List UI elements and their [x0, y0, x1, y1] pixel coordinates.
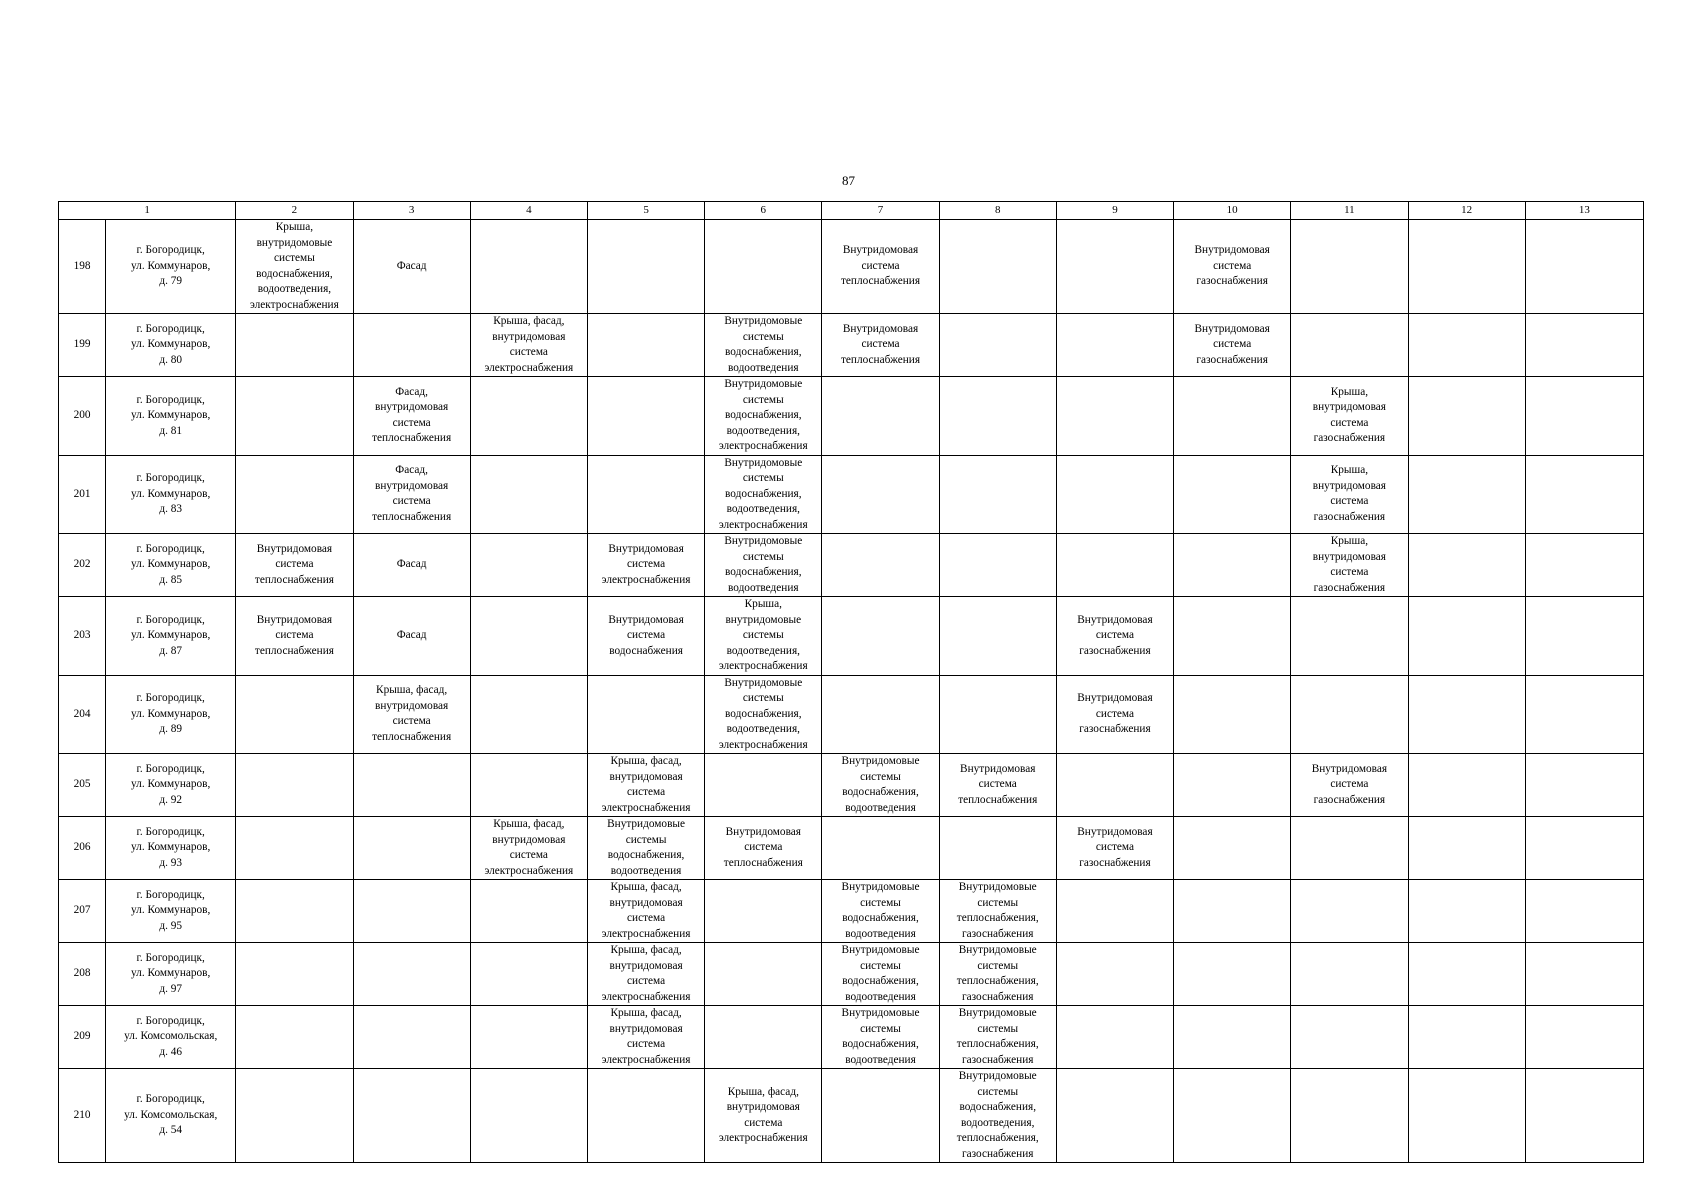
table-row [59, 880, 1644, 943]
work-type-cell [470, 455, 587, 534]
work-type-cell [1525, 880, 1643, 943]
column-number-header: 6 [705, 202, 822, 220]
work-type-cell [939, 377, 1056, 456]
work-type-cell: Внутридомовая система теплоснабжения [236, 534, 353, 597]
address-cell: г. Богородицк, ул. Комсомольская, д. 46 [106, 1006, 236, 1069]
work-type-cell [236, 943, 353, 1006]
table-row [59, 1069, 1644, 1163]
work-type-cell [1525, 377, 1643, 456]
work-type-cell: Фасад, внутридомовая система теплоснабжения [353, 377, 470, 456]
work-type-cell [1525, 597, 1643, 676]
work-type-cell: Внутридомовые системы водоснабжения, водоотведения, электроснабжения [705, 675, 822, 754]
work-type-cell [236, 817, 353, 880]
work-type-cell [1408, 675, 1525, 754]
work-type-cell: Внутридомовая система газоснабжения [1056, 675, 1173, 754]
row-number: 198 [59, 220, 106, 314]
column-number-header: 5 [587, 202, 704, 220]
work-type-cell [1291, 817, 1408, 880]
row-number: 207 [59, 880, 106, 943]
table-row [59, 943, 1644, 1006]
row-number: 205 [59, 754, 106, 817]
work-type-cell [939, 314, 1056, 377]
work-type-cell: Внутридомовые системы водоснабжения, водоотведения, электроснабжения [705, 455, 822, 534]
row-number: 206 [59, 817, 106, 880]
work-type-cell: Внутридомовая система теплоснабжения [822, 314, 939, 377]
work-type-cell [939, 455, 1056, 534]
work-type-cell [1408, 943, 1525, 1006]
row-number: 200 [59, 377, 106, 456]
work-type-cell: Внутридомовые системы водоснабжения, водоотведения [705, 534, 822, 597]
work-type-cell [1056, 1006, 1173, 1069]
work-type-cell [353, 880, 470, 943]
work-type-cell [1525, 675, 1643, 754]
work-type-cell: Внутридомовые системы водоснабжения, водоотведения, электроснабжения [705, 377, 822, 456]
table-row [59, 754, 1644, 817]
work-type-cell [1291, 943, 1408, 1006]
row-number: 204 [59, 675, 106, 754]
work-type-cell [1174, 943, 1291, 1006]
work-type-cell: Крыша, фасад, внутридомовая система электроснабжения [470, 817, 587, 880]
work-type-cell: Крыша, внутридомовая система газоснабжения [1291, 455, 1408, 534]
address-cell: г. Богородицк, ул. Коммунаров, д. 87 [106, 597, 236, 676]
work-type-cell [1291, 314, 1408, 377]
work-type-cell [1408, 534, 1525, 597]
address-cell: г. Богородицк, ул. Коммунаров, д. 79 [106, 220, 236, 314]
table-row [59, 597, 1644, 676]
work-type-cell [1174, 455, 1291, 534]
work-type-cell [236, 455, 353, 534]
row-number: 210 [59, 1069, 106, 1163]
work-type-cell [1174, 1069, 1291, 1163]
work-type-cell [1408, 880, 1525, 943]
work-type-cell [1408, 817, 1525, 880]
work-type-cell: Крыша, внутридомовая система газоснабжения [1291, 534, 1408, 597]
row-number: 199 [59, 314, 106, 377]
work-type-cell [822, 534, 939, 597]
work-type-cell [1174, 377, 1291, 456]
work-type-cell [587, 220, 704, 314]
address-cell: г. Богородицк, ул. Коммунаров, д. 80 [106, 314, 236, 377]
work-type-cell [705, 754, 822, 817]
address-cell: г. Богородицк, ул. Коммунаров, д. 93 [106, 817, 236, 880]
work-type-cell [939, 534, 1056, 597]
work-type-cell: Внутридомовые системы теплоснабжения, газоснабжения [939, 880, 1056, 943]
column-number-header: 1 [59, 202, 236, 220]
work-type-cell [1525, 220, 1643, 314]
work-type-cell [236, 314, 353, 377]
work-type-cell: Внутридомовые системы теплоснабжения, газоснабжения [939, 1006, 1056, 1069]
row-number: 201 [59, 455, 106, 534]
table-row [59, 455, 1644, 534]
work-type-cell [587, 314, 704, 377]
work-type-cell [1408, 455, 1525, 534]
work-type-cell [236, 377, 353, 456]
work-type-cell [822, 597, 939, 676]
work-type-cell [470, 675, 587, 754]
table-row [59, 817, 1644, 880]
table-row [59, 220, 1644, 314]
work-type-cell [353, 314, 470, 377]
work-type-cell [1525, 314, 1643, 377]
work-type-cell [236, 675, 353, 754]
column-number-header: 13 [1525, 202, 1643, 220]
work-type-cell: Внутридомовые системы водоснабжения, водоотведения [822, 880, 939, 943]
column-number-header: 11 [1291, 202, 1408, 220]
work-type-cell [1525, 1006, 1643, 1069]
work-type-cell: Крыша, фасад, внутридомовая система электроснабжения [587, 754, 704, 817]
work-type-cell: Крыша, фасад, внутридомовая система электроснабжения [705, 1069, 822, 1163]
work-type-cell [939, 817, 1056, 880]
work-type-cell: Фасад [353, 220, 470, 314]
work-type-cell: Внутридомовая система электроснабжения [587, 534, 704, 597]
column-number-header: 10 [1174, 202, 1291, 220]
address-cell: г. Богородицк, ул. Коммунаров, д. 89 [106, 675, 236, 754]
work-type-cell [1056, 377, 1173, 456]
work-type-cell [1174, 880, 1291, 943]
work-type-cell [1525, 534, 1643, 597]
work-type-cell: Крыша, фасад, внутридомовая система электроснабжения [587, 880, 704, 943]
work-type-cell [353, 817, 470, 880]
work-type-cell [1056, 220, 1173, 314]
work-type-cell: Крыша, фасад, внутридомовая система теплоснабжения [353, 675, 470, 754]
work-type-cell: Внутридомовая система газоснабжения [1056, 597, 1173, 676]
address-cell: г. Богородицк, ул. Коммунаров, д. 95 [106, 880, 236, 943]
work-type-cell [822, 455, 939, 534]
address-cell: г. Богородицк, ул. Коммунаров, д. 92 [106, 754, 236, 817]
work-type-cell [1408, 1069, 1525, 1163]
work-type-cell [705, 1006, 822, 1069]
table-row [59, 314, 1644, 377]
work-type-cell: Внутридомовая система теплоснабжения [822, 220, 939, 314]
work-type-cell [1291, 1069, 1408, 1163]
work-type-cell [587, 1069, 704, 1163]
work-type-cell: Фасад [353, 597, 470, 676]
work-type-cell [1408, 754, 1525, 817]
work-type-cell: Внутридомовая система газоснабжения [1174, 314, 1291, 377]
work-type-cell [470, 943, 587, 1006]
work-type-cell [1056, 314, 1173, 377]
address-cell: г. Богородицк, ул. Комсомольская, д. 54 [106, 1069, 236, 1163]
work-type-cell [236, 1006, 353, 1069]
column-number-header: 8 [939, 202, 1056, 220]
work-type-cell [470, 754, 587, 817]
work-type-cell [1291, 1006, 1408, 1069]
row-number: 208 [59, 943, 106, 1006]
work-type-cell: Внутридомовая система теплоснабжения [939, 754, 1056, 817]
work-type-cell: Внутридомовые системы водоснабжения, водоотведения [822, 1006, 939, 1069]
work-type-cell [822, 675, 939, 754]
work-type-cell [236, 754, 353, 817]
row-number: 209 [59, 1006, 106, 1069]
work-type-cell [705, 943, 822, 1006]
column-number-header: 12 [1408, 202, 1525, 220]
column-number-header: 7 [822, 202, 939, 220]
work-type-cell [1408, 1006, 1525, 1069]
work-type-cell [236, 880, 353, 943]
work-type-cell [470, 880, 587, 943]
work-type-cell [1408, 220, 1525, 314]
work-type-cell: Фасад, внутридомовая система теплоснабжения [353, 455, 470, 534]
work-type-cell: Внутридомовая система газоснабжения [1056, 817, 1173, 880]
work-type-cell [705, 880, 822, 943]
work-type-cell: Крыша, внутридомовые системы водоотведения, электроснабжения [705, 597, 822, 676]
work-type-cell [822, 1069, 939, 1163]
work-type-cell [939, 220, 1056, 314]
work-type-cell [822, 377, 939, 456]
work-type-cell: Крыша, внутридомовая система газоснабжения [1291, 377, 1408, 456]
work-type-cell [470, 377, 587, 456]
table-row [59, 675, 1644, 754]
work-type-cell [1525, 455, 1643, 534]
work-type-cell: Внутридомовые системы водоснабжения, водоотведения, теплоснабжения, газоснабжения [939, 1069, 1056, 1163]
column-number-header: 4 [470, 202, 587, 220]
work-type-cell [939, 597, 1056, 676]
work-type-cell [1291, 220, 1408, 314]
work-type-cell [1056, 1069, 1173, 1163]
work-type-cell [1174, 817, 1291, 880]
work-type-cell [587, 675, 704, 754]
repair-schedule-table [58, 201, 1644, 1163]
work-type-cell [1056, 534, 1173, 597]
row-number: 203 [59, 597, 106, 676]
work-type-cell [1174, 754, 1291, 817]
work-type-cell [1408, 377, 1525, 456]
work-type-cell [470, 534, 587, 597]
work-type-cell [1408, 597, 1525, 676]
work-type-cell [1056, 455, 1173, 534]
work-type-cell: Внутридомовая система газоснабжения [1174, 220, 1291, 314]
work-type-cell [1174, 597, 1291, 676]
work-type-cell: Крыша, внутридомовые системы водоснабжения, водоотведения, электроснабжения [236, 220, 353, 314]
work-type-cell [353, 754, 470, 817]
row-number: 202 [59, 534, 106, 597]
work-type-cell [470, 597, 587, 676]
work-type-cell [1174, 534, 1291, 597]
work-type-cell [1525, 817, 1643, 880]
address-cell: г. Богородицк, ул. Коммунаров, д. 85 [106, 534, 236, 597]
work-type-cell [1291, 880, 1408, 943]
work-type-cell [1525, 1069, 1643, 1163]
work-type-cell: Внутридомовые системы водоснабжения, водоотведения [822, 943, 939, 1006]
work-type-cell [587, 455, 704, 534]
work-type-cell [1056, 943, 1173, 1006]
address-cell: г. Богородицк, ул. Коммунаров, д. 81 [106, 377, 236, 456]
work-type-cell: Внутридомовая система газоснабжения [1291, 754, 1408, 817]
work-type-cell: Внутридомовые системы водоснабжения, водоотведения [587, 817, 704, 880]
work-type-cell: Внутридомовые системы теплоснабжения, газоснабжения [939, 943, 1056, 1006]
work-type-cell: Крыша, фасад, внутридомовая система электроснабжения [587, 1006, 704, 1069]
column-number-row [59, 202, 1644, 220]
work-type-cell [353, 943, 470, 1006]
work-type-cell: Крыша, фасад, внутридомовая система электроснабжения [470, 314, 587, 377]
work-type-cell [353, 1069, 470, 1163]
page-number: 87 [842, 173, 855, 188]
address-cell: г. Богородицк, ул. Коммунаров, д. 83 [106, 455, 236, 534]
work-type-cell [353, 1006, 470, 1069]
work-type-cell [1056, 754, 1173, 817]
column-number-header: 3 [353, 202, 470, 220]
work-type-cell [470, 1006, 587, 1069]
work-type-cell [470, 1069, 587, 1163]
work-type-cell [1174, 1006, 1291, 1069]
work-type-cell [822, 817, 939, 880]
work-type-cell [939, 675, 1056, 754]
work-type-cell [1525, 943, 1643, 1006]
work-type-cell [705, 220, 822, 314]
column-number-header: 2 [236, 202, 353, 220]
work-type-cell [1291, 675, 1408, 754]
work-type-cell: Крыша, фасад, внутридомовая система электроснабжения [587, 943, 704, 1006]
work-type-cell [1291, 597, 1408, 676]
work-type-cell: Внутридомовые системы водоснабжения, водоотведения [705, 314, 822, 377]
work-type-cell [1408, 314, 1525, 377]
work-type-cell [587, 377, 704, 456]
address-cell: г. Богородицк, ул. Коммунаров, д. 97 [106, 943, 236, 1006]
column-number-header: 9 [1056, 202, 1173, 220]
work-type-cell: Внутридомовые системы водоснабжения, водоотведения [822, 754, 939, 817]
work-type-cell: Внутридомовая система теплоснабжения [236, 597, 353, 676]
work-type-cell: Внутридомовая система теплоснабжения [705, 817, 822, 880]
table-row [59, 1006, 1644, 1069]
work-type-cell [1056, 880, 1173, 943]
work-type-cell [470, 220, 587, 314]
work-type-cell: Внутридомовая система водоснабжения [587, 597, 704, 676]
work-type-cell [1525, 754, 1643, 817]
work-type-cell [236, 1069, 353, 1163]
table-row [59, 377, 1644, 456]
work-type-cell [1174, 675, 1291, 754]
work-type-cell: Фасад [353, 534, 470, 597]
table-row [59, 534, 1644, 597]
